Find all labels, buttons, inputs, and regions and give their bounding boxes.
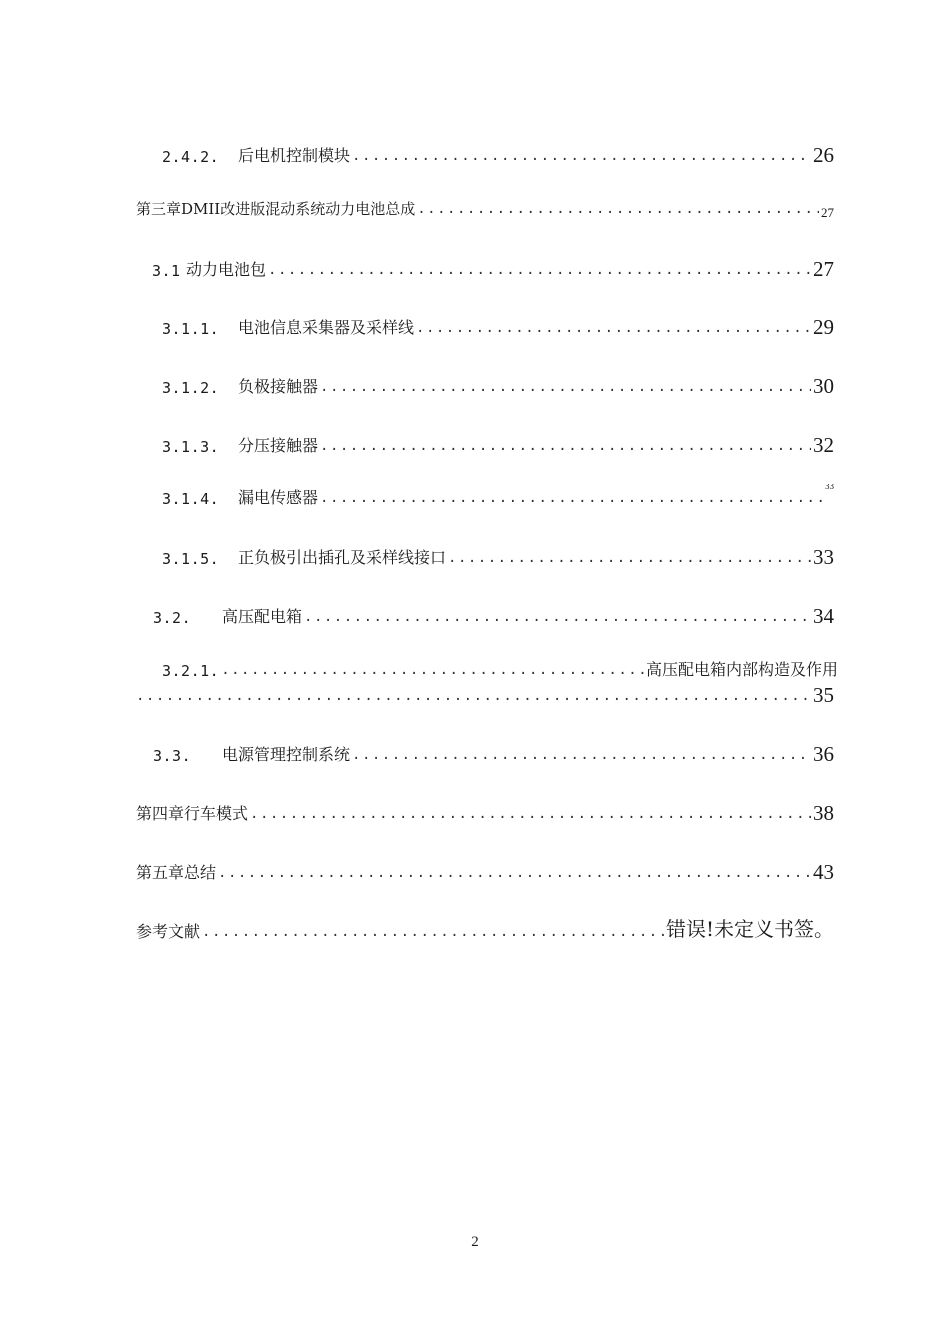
toc-title: 后电机控制模块	[238, 146, 351, 165]
toc-leader	[218, 865, 811, 881]
toc-page: 35	[813, 683, 834, 706]
toc-title: 电源管理控制系统	[222, 745, 351, 764]
toc-page: 36	[813, 742, 834, 765]
toc-leader	[136, 688, 811, 704]
toc-page: 43	[813, 860, 834, 883]
toc-entry-3-1-2[interactable]	[162, 371, 834, 397]
toc-title: 第五章总结	[136, 863, 217, 882]
toc-number: 3.2.1.	[162, 662, 220, 680]
toc-number: 3.3.	[153, 747, 192, 765]
toc-number: 3.1.1.	[162, 320, 220, 338]
toc-leader	[268, 262, 811, 278]
page-number: 2	[471, 1234, 479, 1250]
toc-entry-3-1-4[interactable]	[162, 484, 834, 508]
toc-entry-3-1-1[interactable]	[162, 312, 834, 338]
toc-leader	[250, 806, 811, 822]
toc-page: 38	[813, 801, 834, 824]
toc-title: 动力电池包	[186, 260, 267, 279]
toc-entry-3-2-1-continuation[interactable]	[136, 680, 834, 706]
toc-title: 分压接触器	[238, 436, 319, 455]
toc-leader	[320, 490, 823, 506]
toc-page: 27	[813, 257, 834, 280]
toc-leader	[304, 609, 811, 625]
toc-page: 29	[813, 315, 834, 338]
toc-page: 33	[825, 484, 834, 491]
toc-leader	[417, 201, 819, 217]
toc-number: 2.4.2.	[162, 148, 220, 166]
toc-title: 参考文献	[136, 922, 201, 941]
toc-title: 高压配电箱内部构造及作用	[645, 660, 838, 679]
toc-title: 负极接触器	[238, 377, 319, 396]
toc-number: 3.1.4.	[162, 490, 220, 508]
toc-title: 高压配电箱	[222, 607, 303, 626]
toc-leader	[352, 747, 811, 763]
toc-entry-3-1[interactable]	[152, 254, 834, 280]
toc-leader	[221, 662, 644, 678]
toc-title: 漏电传感器	[238, 488, 319, 507]
toc-title: 第四章行车模式	[136, 804, 249, 823]
toc-title: 第三章DMII改进版混动系统动力电池总成	[136, 200, 416, 218]
toc-leader	[448, 550, 811, 566]
toc-entry-3-2[interactable]	[153, 601, 834, 627]
toc-number: 3.1.5.	[162, 550, 220, 568]
toc-page: 34	[813, 604, 834, 627]
toc-page: 27	[821, 205, 834, 219]
toc-leader	[352, 148, 811, 164]
toc-entry-chapter-4[interactable]	[136, 798, 834, 824]
toc-number: 3.1.3.	[162, 438, 220, 456]
toc-entry-3-3[interactable]	[153, 739, 834, 765]
toc-title: 正负极引出插孔及采样线接口	[238, 548, 447, 567]
toc-page: 30	[813, 374, 834, 397]
toc-entry-chapter-3[interactable]	[136, 197, 834, 219]
toc-number: 3.1.2.	[162, 379, 220, 397]
toc-page-error: 错误!未定义书签。	[665, 917, 834, 941]
toc-title: 电池信息采集器及采样线	[238, 318, 415, 337]
toc-entry-3-1-3[interactable]	[162, 430, 834, 456]
toc-page: 32	[813, 433, 834, 456]
toc-entry-chapter-5[interactable]	[136, 857, 834, 883]
toc-leader	[320, 379, 811, 395]
toc-leader	[320, 438, 811, 454]
toc-leader	[416, 320, 811, 336]
toc-page: 33	[813, 545, 834, 568]
toc-leader	[202, 924, 664, 940]
toc-number: 3.1	[152, 262, 181, 280]
toc-entry-2-4-2[interactable]	[162, 140, 834, 166]
toc-page: 26	[813, 143, 834, 166]
toc-entry-3-1-5[interactable]	[162, 542, 834, 568]
toc-entry-3-2-1[interactable]	[162, 656, 838, 680]
toc-entry-references[interactable]	[136, 914, 834, 942]
toc-number: 3.2.	[153, 609, 192, 627]
